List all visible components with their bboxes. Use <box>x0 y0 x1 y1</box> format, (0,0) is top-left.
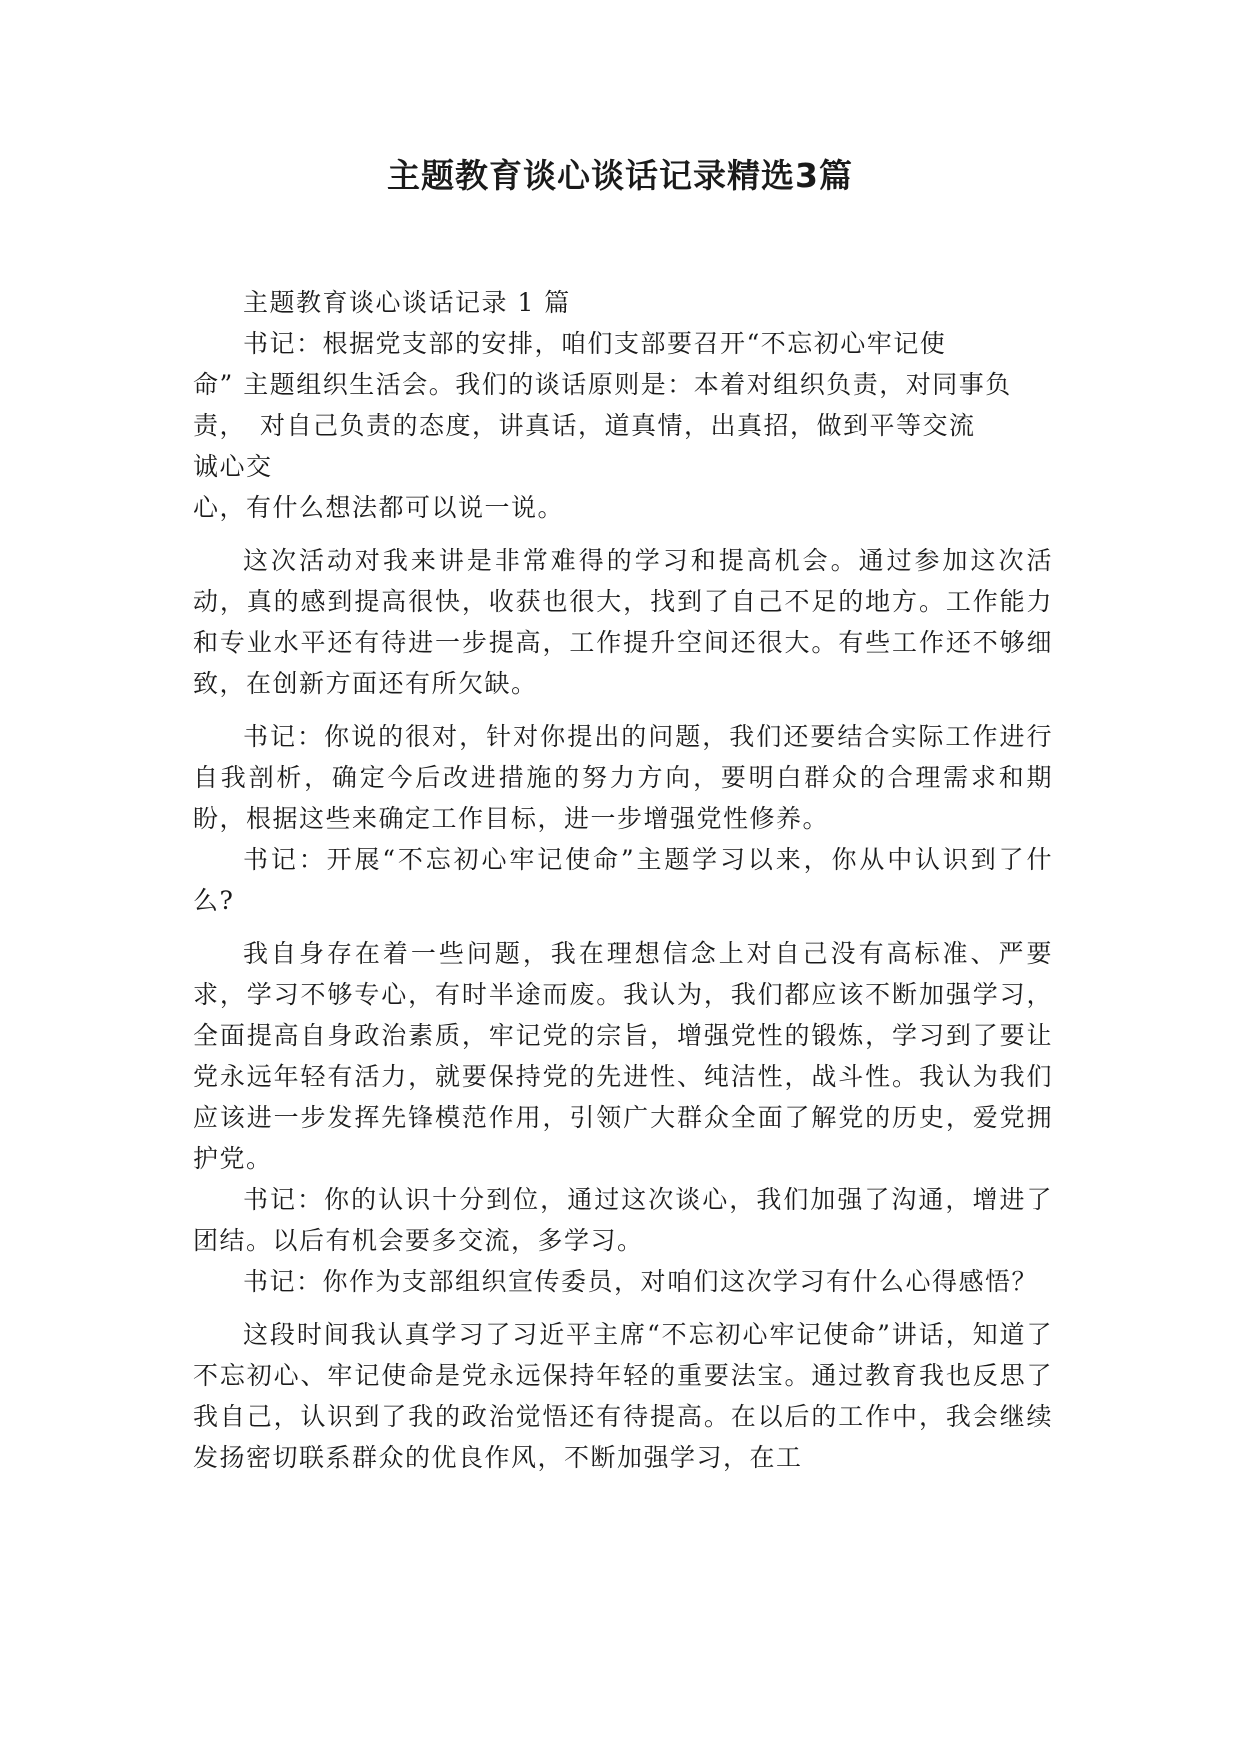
body-paragraph: 我自身存在着一些问题，我在理想信念上对自己没有高标准、严要求，学习不够专心，有时半途而废。我认为，我们都应该不断加强学习，全面提高自身政治素质，牢记党的宗旨，增强党性的锻炼，学习到了要让党永远年轻有活力，就要保持党的先进性、纯洁性，战斗性。我认为我们应该进一步发挥先锋模范作用，引领广大群众全面了解党的历史，爱党拥护党。 <box>193 939 1053 1173</box>
body-paragraph: 这次活动对我来讲是非常难得的学习和提高机会。通过参加这次活动，真的感到提高很快，收获也很大，找到了自己不足的地方。工作能力和专业水平还有待进一步提高，工作提升空间还很大。有些工作还不够细致，在创新方面还有所欠缺。 <box>193 546 1053 698</box>
body-paragraph: 这段时间我认真学习了习近平主席“不忘初心牢记使命”讲话，知道了不忘初心、牢记使命是党永远保持年轻的重要法宝。通过教育我也反思了我自己，认识到了我的政治觉悟还有待提高。在以后的工作中，我会继续发扬密切联系群众的优良作风，不断加强学习，在工 <box>193 1320 1053 1472</box>
opening-paragraph <box>193 323 1053 528</box>
body-paragraph: 书记：你作为支部组织宣传委员，对咱们这次学习有什么心得感悟？ <box>243 1267 1039 1296</box>
document-body <box>193 282 1053 1478</box>
body-paragraph: 书记：开展“不忘初心牢记使命”主题学习以来，你从中认识到了什么? <box>193 845 1053 915</box>
opening-line: 命” 主题组织生活会。我们的谈话原则是：本着对组织负责，对同事负 <box>193 370 1012 399</box>
opening-line: 诚心交 <box>193 452 273 481</box>
opening-line: 责， 对自己负责的态度，讲真话，道真情，出真招，做到平等交流 <box>193 411 976 440</box>
opening-line: 书记：根据党支部的安排，咱们支部要召开“不忘初心牢记使 <box>243 329 947 358</box>
body-paragraph: 书记：你说的很对，针对你提出的问题，我们还要结合实际工作进行自我剖析，确定今后改进措施的努力方向，要明白群众的合理需求和期盼，根据这些来确定工作目标，进一步增强党性修养。 <box>193 722 1053 833</box>
section-heading: 主题教育谈心谈话记录 1 篇 <box>243 288 571 317</box>
document-title: 主题教育谈心谈话记录精选3篇 <box>387 156 853 195</box>
opening-line: 心，有什么想法都可以说一说。 <box>193 493 565 522</box>
body-paragraph: 书记：你的认识十分到位，通过这次谈心，我们加强了沟通，增进了团结。以后有机会要多交流，多学习。 <box>193 1185 1053 1255</box>
